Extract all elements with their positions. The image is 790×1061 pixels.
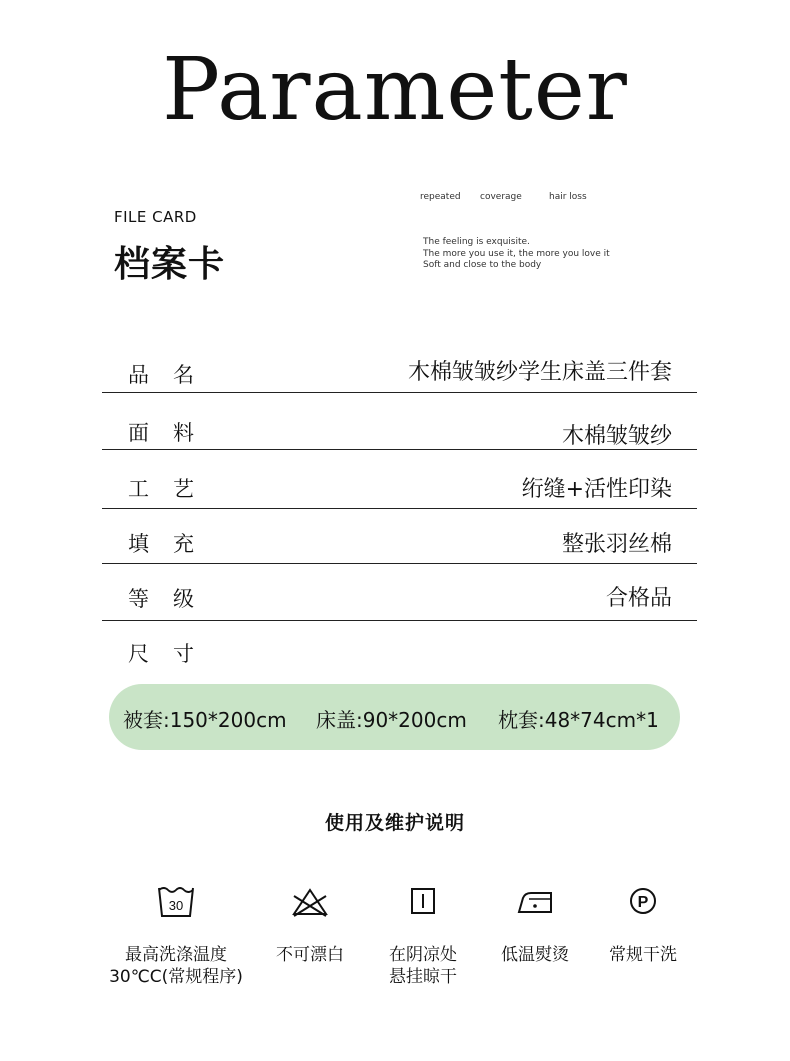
- line-dry-shade-icon: [403, 884, 443, 920]
- spec-value: 整张羽丝棉: [561, 532, 672, 557]
- size-pill: [109, 684, 680, 750]
- tagline-line: The feeling is exquisite.: [423, 237, 530, 247]
- size-bedspread: 床盖:90*200cm: [316, 708, 467, 732]
- tag-repeated: repeated: [420, 192, 461, 202]
- tagline: [423, 237, 610, 272]
- spec-value: 合格品: [605, 586, 672, 611]
- tagline-line: The more you use it, the more you love it: [423, 248, 610, 259]
- caption-line: 在阴凉处: [389, 945, 457, 965]
- caption-line: 低温熨烫: [501, 945, 569, 965]
- divider: [102, 563, 697, 564]
- spec-value: 绗缝+活性印染: [521, 477, 672, 502]
- page-title: Parameter: [162, 40, 628, 140]
- spec-label: 填充: [128, 532, 218, 556]
- tagline-line: Soft and close to the body: [423, 260, 542, 270]
- divider: [102, 508, 697, 509]
- tag-hair-loss: hair loss: [549, 192, 587, 202]
- care-caption: [563, 944, 723, 966]
- file-card-label-en: FILE CARD: [114, 208, 197, 226]
- file-card-label-cn: 档案卡: [114, 244, 226, 285]
- caption-line: 悬挂晾干: [389, 967, 457, 987]
- care-item-dry-clean: [563, 884, 723, 965]
- spec-label: 尺寸: [128, 642, 218, 666]
- wash-temp-text: 30: [168, 898, 184, 913]
- wash-30-icon: [156, 884, 196, 920]
- spec-value: 木棉皱皱纱: [561, 424, 672, 449]
- divider: [102, 392, 697, 393]
- no-bleach-icon: [290, 884, 330, 920]
- spec-value: 木棉皱皱纱学生床盖三件套: [407, 360, 672, 385]
- dry-clean-p-icon: [623, 884, 663, 920]
- caption-line: 常规干洗: [609, 945, 677, 965]
- size-duvet-cover: 被套:150*200cm: [123, 708, 287, 732]
- iron-low-icon: [515, 884, 555, 920]
- divider: [102, 620, 697, 621]
- spec-label: 面料: [128, 421, 218, 445]
- spec-label: 等级: [128, 587, 218, 611]
- divider: [102, 449, 697, 450]
- size-pillowcase: 枕套:48*74cm*1: [498, 708, 659, 732]
- tag-coverage: coverage: [480, 192, 522, 202]
- dry-clean-letter: P: [637, 894, 649, 911]
- caption-line: 不可漂白: [276, 945, 344, 965]
- spec-label: 品名: [128, 363, 218, 387]
- spec-label: 工艺: [128, 477, 218, 501]
- care-title: 使用及维护说明: [324, 812, 465, 834]
- caption-line: 最高洗涤温度: [125, 945, 227, 965]
- caption-line: 30℃C(常规程序): [109, 967, 243, 987]
